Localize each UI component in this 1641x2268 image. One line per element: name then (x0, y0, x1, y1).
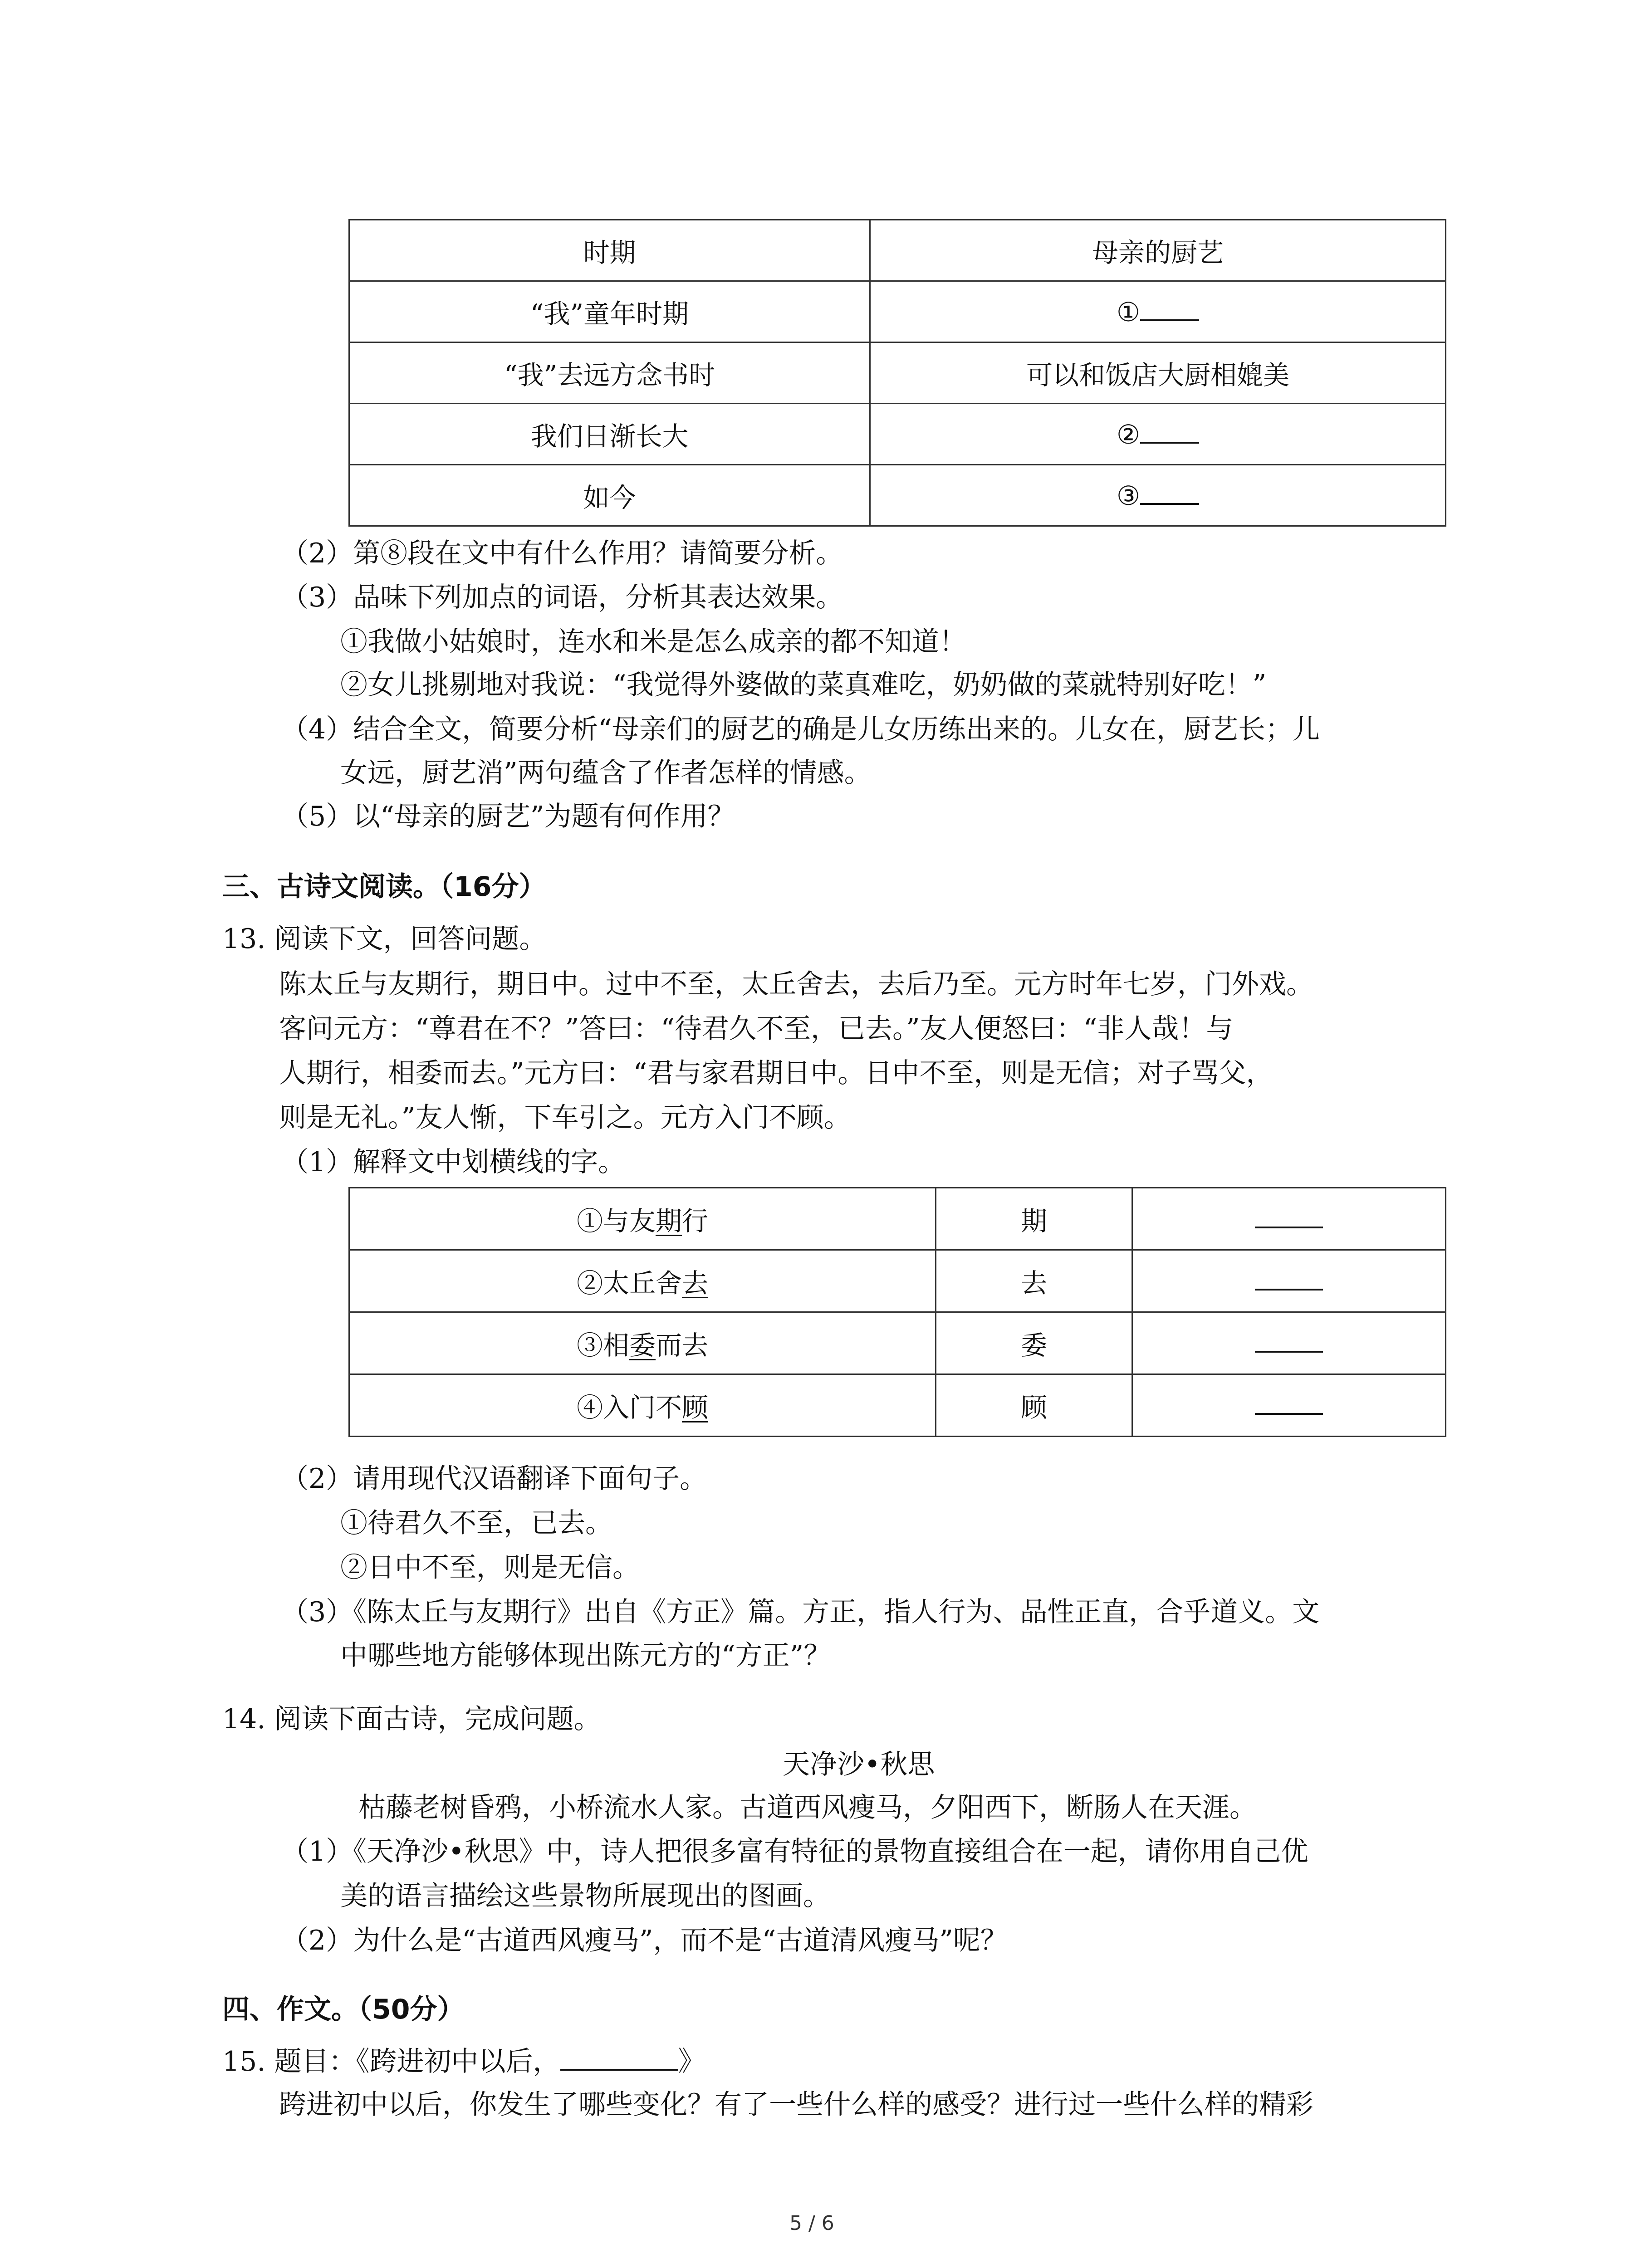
question-3: （3）品味下列加点的词语，分析其表达效果。 (281, 582, 843, 613)
answer-number: ② (1117, 419, 1140, 450)
answer-number: ① (1117, 297, 1140, 327)
translate-item: ②日中不至，则是无信。 (340, 1552, 640, 1584)
question-14-2: （2）为什么是“古道西风瘦马”，而不是“古道清风瘦马”呢？ (281, 1925, 1008, 1956)
question-4-cont: 女远，厨艺消”两句蕴含了作者怎样的情感。 (340, 757, 872, 789)
vocab-answer (1132, 1374, 1446, 1437)
question-14-title: 14. 阅读下面古诗，完成问题。 (222, 1703, 601, 1735)
underlined-char: 顾 (682, 1392, 709, 1423)
question-13-2: （2）请用现代汉语翻译下面句子。 (281, 1463, 707, 1495)
vocab-phrase (349, 1374, 936, 1437)
vocab-phrase (349, 1188, 936, 1250)
vocab-answer (1132, 1312, 1446, 1374)
title-suffix: 》 (678, 2046, 705, 2077)
question-13-3-cont: 中哪些地方能够体现出陈元方的“方正”？ (340, 1640, 831, 1672)
passage-line: 陈太丘与友期行，期日中。过中不至，太丘舍去，去后乃至。元方时年七岁，门外戏。 (279, 968, 1313, 1000)
answer-blank[interactable] (1255, 1327, 1323, 1353)
question-3-item: ①我做小姑娘时，连水和米是怎么成亲的都不知道！ (340, 626, 966, 658)
question-14-1-cont: 美的语言描绘这些景物所展现出的图画。 (340, 1880, 830, 1912)
vocab-table (348, 1187, 1446, 1437)
answer-blank[interactable] (1255, 1389, 1323, 1415)
vocab-char: 期 (936, 1188, 1132, 1250)
table-cell-answer (870, 281, 1446, 342)
vocab-char: 顾 (936, 1374, 1132, 1437)
vocab-answer (1132, 1250, 1446, 1312)
phrase-text: ④入门不 (576, 1392, 682, 1423)
table-cell: “我”去远方念书时 (349, 342, 870, 404)
kitchen-skill-table (348, 219, 1446, 527)
table-cell: “我”童年时期 (349, 281, 870, 342)
question-13-title: 13. 阅读下文，回答问题。 (222, 923, 547, 955)
question-5: （5）以“母亲的厨艺”为题有何作用？ (281, 801, 735, 832)
section-heading: 四、作文。（50分） (222, 1994, 465, 2025)
table-cell: 我们日渐长大 (349, 404, 870, 465)
section-heading: 三、古诗文阅读。（16分） (222, 871, 546, 903)
table-cell-answer (870, 465, 1446, 526)
question-4: （4）结合全文，简要分析“母亲们的厨艺的确是儿女历练出来的。儿女在，厨艺长；儿 (281, 714, 1320, 745)
phrase-text: ①与友 (576, 1206, 656, 1237)
table-cell: 可以和饭店大厨相媲美 (870, 342, 1446, 404)
question-14-1: （1）《天净沙•秋思》中，诗人把很多富有特征的景物直接组合在一起，请你用自己优 (281, 1836, 1308, 1867)
passage-line: 则是无礼。”友人惭，下车引之。元方入门不顾。 (279, 1102, 851, 1134)
answer-blank[interactable] (1255, 1203, 1323, 1228)
title-blank[interactable] (560, 2045, 678, 2071)
answer-blank[interactable] (1140, 418, 1199, 444)
vocab-answer (1132, 1188, 1446, 1250)
phrase-text: ②太丘舍 (576, 1268, 682, 1299)
phrase-text: 行 (682, 1206, 709, 1237)
essay-prompt: 跨进初中以后，你发生了哪些变化？有了一些什么样的感受？进行过一些什么样的精彩 (279, 2089, 1313, 2121)
underlined-char: 期 (655, 1206, 682, 1237)
answer-blank[interactable] (1140, 296, 1199, 321)
poem-title: 天净沙•秋思 (783, 1749, 935, 1780)
page-number: 5 / 6 (789, 2212, 834, 2235)
table-cell: 如今 (349, 465, 870, 526)
underlined-char: 去 (682, 1268, 709, 1299)
question-15-title (222, 2043, 705, 2080)
question-13-3: （3）《陈太丘与友期行》出自《方正》篇。方正，指人行为、品性正直，合乎道义。文 (281, 1596, 1320, 1628)
answer-blank[interactable] (1255, 1265, 1323, 1290)
question-3-item: ②女儿挑剔地对我说：“我觉得外婆做的菜真难吃，奶奶做的菜就特别好吃！” (340, 669, 1267, 701)
vocab-char: 去 (936, 1250, 1132, 1312)
phrase-text: 而去 (656, 1330, 709, 1361)
vocab-phrase (349, 1250, 936, 1312)
answer-number: ③ (1117, 480, 1140, 511)
answer-blank[interactable] (1140, 479, 1199, 505)
question-2-8: （2）第⑧段在文中有什么作用？请简要分析。 (281, 538, 843, 569)
table-header-cell: 母亲的厨艺 (870, 220, 1446, 281)
underlined-char: 委 (629, 1330, 656, 1361)
poem-text: 枯藤老树昏鸦，小桥流水人家。古道西风瘦马，夕阳西下，断肠人在天涯。 (358, 1792, 1257, 1823)
translate-item: ①待君久不至，已去。 (340, 1507, 612, 1539)
phrase-text: ③相 (576, 1330, 629, 1361)
title-prefix: 15. 题目：《跨进初中以后， (222, 2046, 560, 2077)
table-header-cell: 时期 (349, 220, 870, 281)
question-13-1: （1）解释文中划横线的字。 (281, 1146, 626, 1178)
vocab-phrase (349, 1312, 936, 1374)
table-cell-answer (870, 404, 1446, 465)
vocab-char: 委 (936, 1312, 1132, 1374)
passage-line: 客问元方：“尊君在不？”答曰：“待君久不至，已去。”友人便怒曰：“非人哉！与 (279, 1013, 1234, 1045)
passage-line: 人期行，相委而去。”元方曰：“君与家君期日中。日中不至，则是无信；对子骂父， (279, 1057, 1274, 1089)
